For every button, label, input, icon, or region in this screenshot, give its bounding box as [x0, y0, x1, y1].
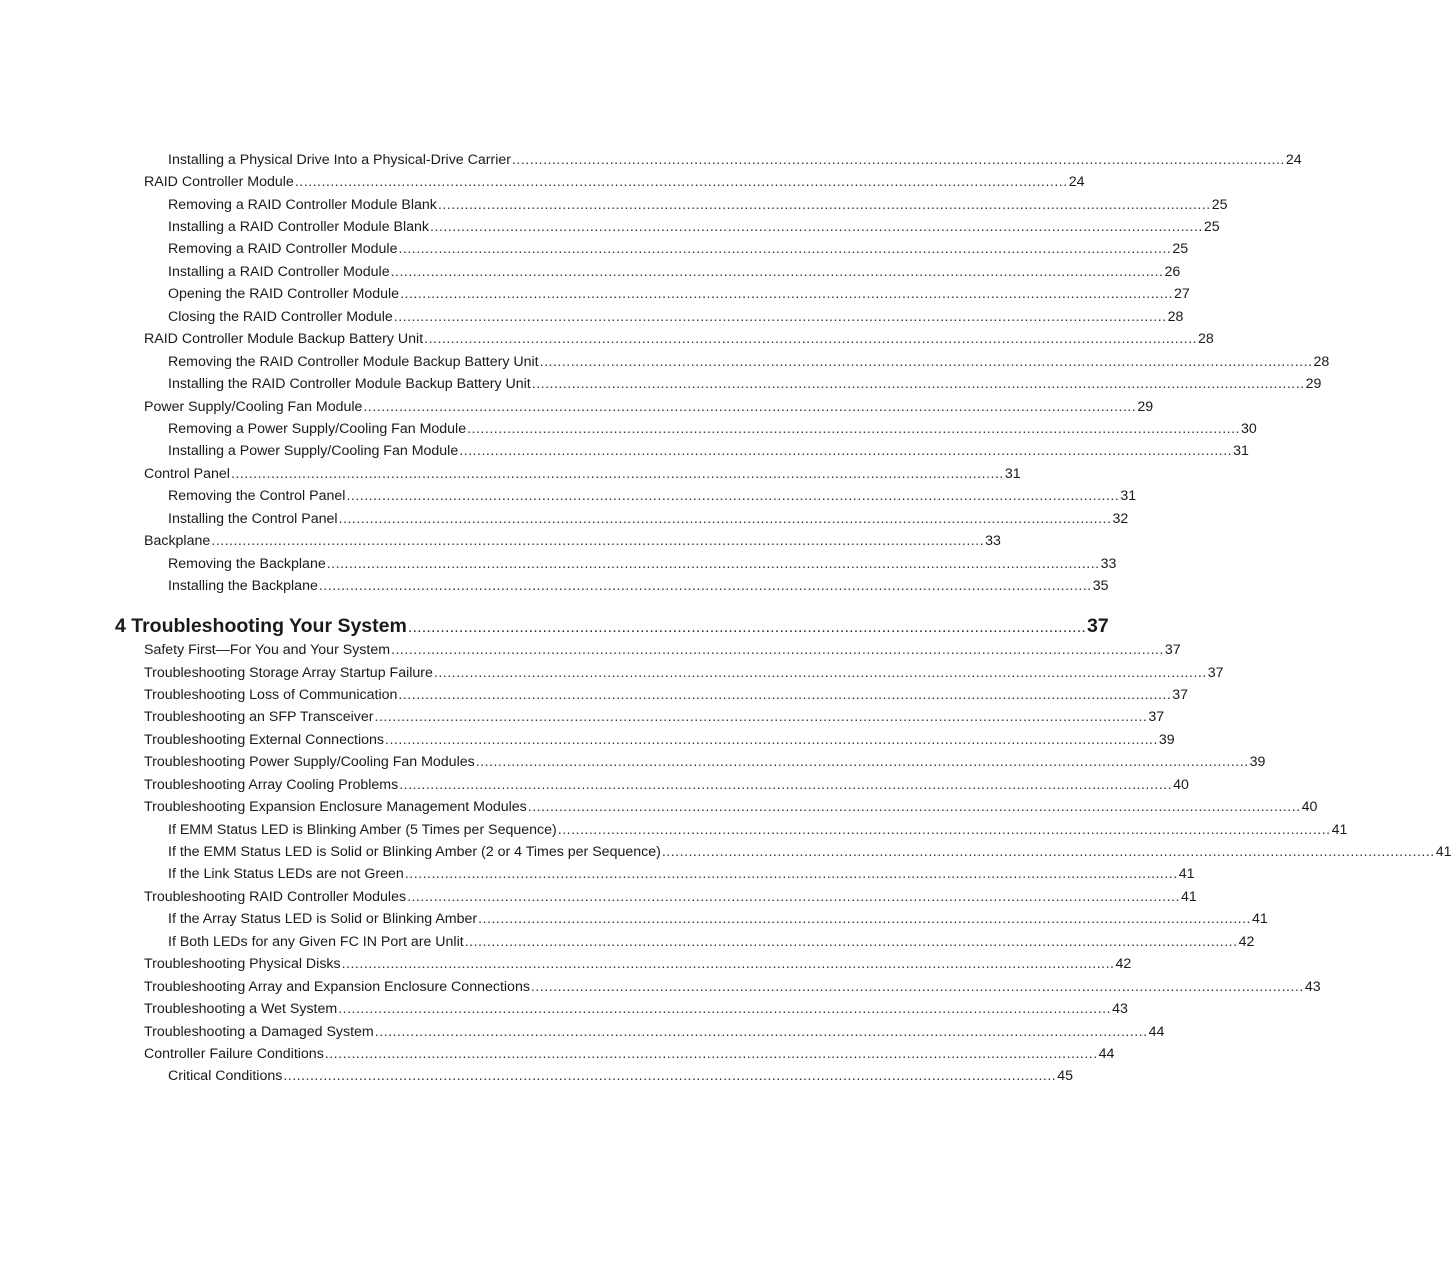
dot-leader: ..............................................................................................................................................................................	[230, 466, 1004, 482]
toc-entry-page: 27	[1173, 286, 1190, 302]
dot-leader: ..............................................................................................................................................................................	[294, 174, 1068, 190]
toc-entry[interactable]	[144, 1000, 1128, 1018]
toc-entry-title: Power Supply/Cooling Fan Module	[144, 399, 363, 415]
toc-entry-page: 28	[1198, 331, 1214, 347]
toc-entry-title: Installing the RAID Controller Module Backup Battery Unit	[168, 376, 531, 392]
toc-entry-title: Installing a Power Supply/Cooling Fan Module	[168, 443, 459, 459]
toc-entry[interactable]	[168, 263, 1181, 281]
toc-entry-title: Installing a RAID Controller Module Blank	[168, 219, 430, 235]
dot-leader: ..............................................................................................................................................................................	[283, 1068, 1057, 1084]
toc-entry-title: Troubleshooting a Wet System	[144, 1001, 338, 1017]
toc-entry-page: 40	[1301, 799, 1318, 815]
toc-entry-page: 33	[1100, 556, 1117, 572]
toc-entry-page: 24	[1285, 152, 1302, 168]
toc-entry-page: 39	[1249, 754, 1266, 770]
dot-leader: ..............................................................................................................................................................................	[393, 309, 1167, 325]
toc-entry-page: 37	[1148, 709, 1165, 725]
toc-entry[interactable]	[168, 843, 1452, 861]
dot-leader: ..............................................................................................................................................................................	[527, 799, 1301, 815]
toc-entry-page: 37	[1172, 687, 1189, 703]
toc-entry[interactable]	[168, 910, 1268, 928]
toc-entry-title: Removing a RAID Controller Module	[168, 241, 398, 257]
toc-entry-title: Removing a RAID Controller Module Blank	[168, 197, 437, 213]
toc-chapter-heading[interactable]	[115, 614, 1109, 640]
toc-entry[interactable]	[144, 173, 1085, 191]
toc-entry-title: Removing the Control Panel	[168, 488, 346, 504]
toc-entry-page: 41	[1435, 844, 1452, 860]
toc-entry-title: Removing a Power Supply/Cooling Fan Module	[168, 421, 467, 437]
toc-entry-title: Troubleshooting External Connections	[144, 732, 385, 748]
dot-leader: ..............................................................................................................................................................................	[398, 241, 1172, 257]
toc-entry-title: If the Link Status LEDs are not Green	[168, 866, 404, 882]
toc-entry-page: 45	[1057, 1068, 1073, 1084]
dot-leader: ..............................................................................................................................................................................	[318, 578, 1092, 594]
dot-leader: ..............................................................................................................................................................................	[391, 642, 1164, 658]
toc-entry-page: 33	[985, 533, 1001, 549]
toc-entry-title: Critical Conditions	[168, 1068, 283, 1084]
dot-leader: ..............................................................................................................................................................................	[430, 219, 1203, 235]
toc-entry-page: 41	[1252, 911, 1268, 927]
toc-entry-title: Control Panel	[144, 466, 230, 482]
toc-entry[interactable]	[144, 955, 1132, 973]
toc-entry-page: 29	[1137, 399, 1154, 415]
toc-entry[interactable]	[168, 865, 1195, 883]
toc-entry[interactable]	[168, 577, 1109, 595]
dot-leader: ..............................................................................................................................................................................	[363, 399, 1137, 415]
toc-entry[interactable]	[144, 776, 1189, 794]
toc-entry-title: Backplane	[144, 533, 211, 549]
toc-entry-page: 40	[1173, 777, 1189, 793]
toc-entry[interactable]	[144, 664, 1224, 682]
toc-entry-title: Troubleshooting Physical Disks	[144, 956, 341, 972]
toc-entry-page: 25	[1172, 241, 1189, 257]
dot-leader: ..............................................................................................................................................................................	[433, 665, 1207, 681]
toc-entry[interactable]	[144, 465, 1021, 483]
toc-entry[interactable]	[168, 375, 1322, 393]
toc-entry[interactable]	[168, 510, 1129, 528]
toc-entry[interactable]	[144, 888, 1197, 906]
toc-entry[interactable]	[168, 285, 1190, 303]
toc-entry-page: 42	[1238, 934, 1255, 950]
dot-leader: ..............................................................................................................................................................................	[400, 286, 1173, 302]
toc-entry-title: RAID Controller Module	[144, 174, 294, 190]
dot-leader: ..............................................................................................................................................................................	[404, 866, 1178, 882]
dot-leader: ..............................................................................................................................................................................	[326, 556, 1100, 572]
dot-leader: ..............................................................................................................................................................................	[467, 421, 1240, 437]
dot-leader: ..............................................................................................................................................................................	[557, 822, 1331, 838]
toc-entry[interactable]	[168, 933, 1255, 951]
dot-leader: ..............................................................................................................................................................................	[324, 1046, 1098, 1062]
toc-entry-title: Troubleshooting Array Cooling Problems	[144, 777, 399, 793]
toc-entry[interactable]	[168, 1067, 1073, 1085]
dot-leader: ..............................................................................................................................................................................	[390, 264, 1164, 280]
dot-leader: ..............................................................................................................................................................................	[399, 777, 1173, 793]
toc-entry-page: 35	[1092, 578, 1109, 594]
toc-entry-page: 37	[1164, 642, 1181, 658]
toc-entry-page: 28	[1167, 309, 1184, 325]
toc-entry-title: Controller Failure Conditions	[144, 1046, 324, 1062]
dot-leader: ..............................................................................................................................................................................	[407, 889, 1180, 905]
toc-entry-page: 43	[1112, 1001, 1128, 1017]
toc-entry-page: 31	[1120, 488, 1137, 504]
toc-entry-title: Removing the Backplane	[168, 556, 326, 572]
toc-entry-title: If Both LEDs for any Given FC IN Port are Unlit	[168, 934, 464, 950]
dot-leader: ..............................................................................................................................................................................	[530, 979, 1304, 995]
dot-leader: ..............................................................................................................................................................................	[661, 844, 1435, 860]
dot-leader: ..............................................................................................................................................................................	[511, 152, 1285, 168]
toc-entry-page: 25	[1211, 197, 1228, 213]
dot-leader: ..............................................................................................................................................................................	[475, 754, 1249, 770]
toc-entry[interactable]	[168, 151, 1302, 169]
toc-entry-title: Troubleshooting Power Supply/Cooling Fan Modules	[144, 754, 475, 770]
toc-entry-page: 44	[1148, 1024, 1165, 1040]
toc-entry-title: Removing the RAID Controller Module Backup Battery Unit	[168, 354, 539, 370]
toc-entry[interactable]	[144, 1045, 1115, 1063]
dot-leader: ..............................................................................................................................................................................	[385, 732, 1158, 748]
toc-entry-title: RAID Controller Module Backup Battery Unit	[144, 331, 424, 347]
toc-entry-title: Safety First—For You and Your System	[144, 642, 391, 658]
toc-entry[interactable]	[168, 240, 1189, 258]
toc-entry-page: 32	[1112, 511, 1129, 527]
toc-entry[interactable]	[144, 686, 1189, 704]
dot-leader: ..............................................................................................................................................................................	[464, 934, 1238, 950]
dot-leader: ..............................................................................................................................................................................	[437, 197, 1211, 213]
dot-leader: ..............................................................................................................................................................................	[346, 488, 1120, 504]
toc-entry[interactable]	[144, 398, 1154, 416]
toc-entry-page: 37	[1207, 665, 1224, 681]
toc-entry[interactable]	[144, 798, 1318, 816]
toc-entry[interactable]	[144, 708, 1165, 726]
toc-entry-title: Troubleshooting RAID Controller Modules	[144, 889, 407, 905]
toc-entry-page: 39	[1158, 732, 1175, 748]
toc-entry-title: Troubleshooting Storage Array Startup Failure	[144, 665, 433, 681]
toc-entry-page: 41	[1178, 866, 1195, 882]
dot-leader: ..............................................................................................................................................................................	[459, 443, 1233, 459]
toc-entry[interactable]	[144, 978, 1321, 996]
toc-entry[interactable]	[168, 420, 1257, 438]
toc-entry-title: Troubleshooting Loss of Communication	[144, 687, 398, 703]
dot-leader: ..............................................................................................................................................................................	[478, 911, 1251, 927]
toc-entry-page: 26	[1164, 264, 1181, 280]
toc-chapter-title: 4 Troubleshooting Your System	[115, 615, 407, 637]
toc-entry-page: 42	[1115, 956, 1132, 972]
toc-entry-page: 24	[1068, 174, 1085, 190]
dot-leader: ..................................................................................................................................................	[407, 619, 1087, 636]
dot-leader: ..............................................................................................................................................................................	[539, 354, 1313, 370]
toc-entry-page: 41	[1331, 822, 1348, 838]
toc-entry-title: If the Array Status LED is Solid or Blinking Amber	[168, 911, 478, 927]
dot-leader: ..............................................................................................................................................................................	[338, 511, 1112, 527]
toc-entry-title: Troubleshooting an SFP Transceiver	[144, 709, 374, 725]
toc-entry[interactable]	[144, 753, 1266, 771]
toc-entry[interactable]	[168, 308, 1184, 326]
toc-entry-page: 44	[1098, 1046, 1115, 1062]
toc-entry-page: 43	[1304, 979, 1321, 995]
dot-leader: ..............................................................................................................................................................................	[211, 533, 985, 549]
toc-entry-title: Installing the Control Panel	[168, 511, 338, 527]
toc-entry[interactable]	[168, 821, 1348, 839]
dot-leader: ..............................................................................................................................................................................	[531, 376, 1305, 392]
toc-entry-title: Troubleshooting Expansion Enclosure Management Modules	[144, 799, 527, 815]
toc-entry-title: Troubleshooting Array and Expansion Enclosure Connections	[144, 979, 530, 995]
toc-entry-page: 30	[1240, 421, 1257, 437]
toc-entry[interactable]	[144, 731, 1175, 749]
toc-entry[interactable]	[168, 353, 1330, 371]
toc-entry[interactable]	[168, 555, 1117, 573]
toc-entry-title: Closing the RAID Controller Module	[168, 309, 393, 325]
toc-entry-title: If the EMM Status LED is Solid or Blinking Amber (2 or 4 Times per Sequence)	[168, 844, 661, 860]
toc-entry-title: If EMM Status LED is Blinking Amber (5 Times per Sequence)	[168, 822, 557, 838]
toc-entry[interactable]	[144, 1023, 1165, 1041]
toc-entry[interactable]	[168, 487, 1137, 505]
toc-entry-title: Installing the Backplane	[168, 578, 318, 594]
toc-entry-page: 29	[1305, 376, 1322, 392]
toc-entry[interactable]	[144, 641, 1181, 659]
toc-entry-title: Troubleshooting a Damaged System	[144, 1024, 374, 1040]
toc-entry-page: 25	[1203, 219, 1220, 235]
toc-entry[interactable]	[168, 218, 1220, 236]
toc-entry-page: 31	[1004, 466, 1021, 482]
toc-entry[interactable]	[144, 330, 1214, 348]
dot-leader: ..............................................................................................................................................................................	[424, 331, 1198, 347]
dot-leader: ..............................................................................................................................................................................	[398, 687, 1172, 703]
toc-entry-title: Opening the RAID Controller Module	[168, 286, 400, 302]
toc-chapter-page: 37	[1087, 615, 1109, 637]
dot-leader: ..............................................................................................................................................................................	[374, 709, 1148, 725]
toc-entry[interactable]	[144, 532, 1001, 550]
toc-entry-title: Installing a RAID Controller Module	[168, 264, 390, 280]
toc-entry[interactable]	[168, 442, 1249, 460]
dot-leader: ..............................................................................................................................................................................	[341, 956, 1115, 972]
toc-entry-page: 41	[1180, 889, 1197, 905]
toc-entry-page: 31	[1233, 443, 1249, 459]
toc-entry-title: Installing a Physical Drive Into a Physical-Drive Carrier	[168, 152, 511, 168]
dot-leader: ..............................................................................................................................................................................	[374, 1024, 1148, 1040]
dot-leader: ..............................................................................................................................................................................	[338, 1001, 1112, 1017]
toc-entry-page: 28	[1313, 354, 1330, 370]
toc-entry[interactable]	[168, 196, 1228, 214]
